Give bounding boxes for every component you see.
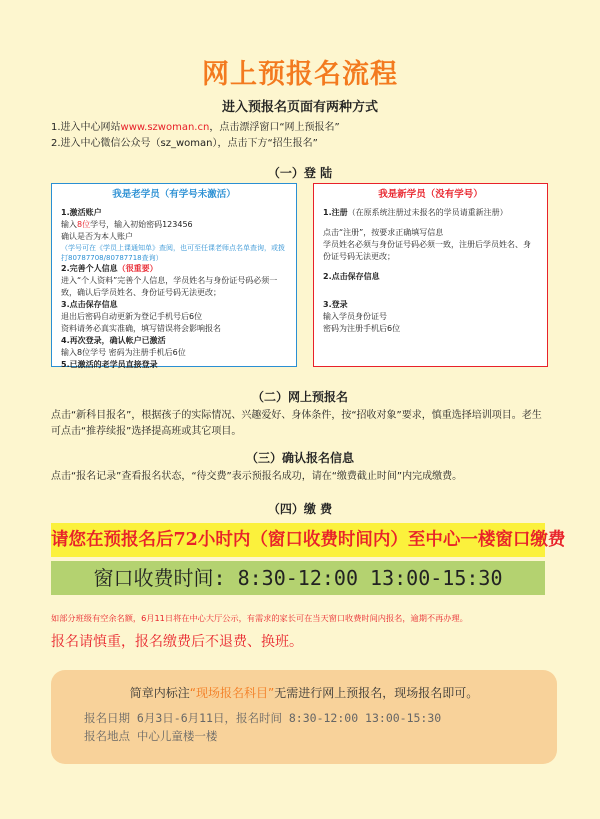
new-step-1-line-1: 点击“注册”，按要求正确填写信息 <box>323 228 444 237</box>
intro-line-1-prefix: 1.进入中心网站 <box>51 122 121 133</box>
old-step-3-heading: 3.点击保存信息 <box>61 300 118 309</box>
intro-line-1 <box>51 120 340 136</box>
old-step-1-heading: 1.激活账户 <box>61 208 102 217</box>
new-step-1-line-2: 学员姓名必须与身份证号码必须一致，注册后学员姓名、身份证号码无法更改； <box>323 240 531 261</box>
section-pre-register-heading: （二）网上预报名 <box>251 390 348 404</box>
onsite-registration-heading <box>51 684 557 701</box>
old-step-2-line-1: 进入“个人资料”完善个人信息，学员姓名与身份证号码必须一致，确认后学员姓名、身份证号码无法更改； <box>61 276 278 297</box>
new-student-box <box>313 183 548 367</box>
old-step-2-title: 2.完善个人信息 <box>61 264 118 273</box>
payment-deadline-banner: 请您在预报名后72小时内（窗口收费时间内）至中心一楼窗口缴费 <box>51 523 545 557</box>
section-confirm-text: 点击“报名记录”查看报名状态，“待交费”表示预报名成功，请在“缴费截止时间”内完成缴费。 <box>51 471 463 482</box>
old-step-3-line-1: 退出后密码自动更新为登记手机号后6位 <box>61 312 203 321</box>
old-student-box <box>51 183 297 367</box>
onsite-heading-b: 无需进行网上预报名，现场报名即可。 <box>274 686 479 700</box>
intro <box>51 120 340 152</box>
onsite-registration-panel <box>51 670 557 764</box>
old-step-1-line-1 <box>61 219 287 231</box>
new-step-1-heading <box>323 207 538 219</box>
new-step-3-line-2: 密码为注册手机后6位 <box>323 324 401 333</box>
old-step-2-important: （很重要） <box>117 264 158 273</box>
new-step-1-title: 1.注册 <box>323 208 348 217</box>
section-pre-register-text: 点击“新科目报名”，根据孩子的实际情况、兴趣爱好、身体条件，按“招收对象”要求，慎重选择培训项目。老生可点击“推荐续报”选择提高班或其它项目。 <box>51 410 542 437</box>
new-student-heading: 我是新学员（没有学号） <box>378 189 483 200</box>
no-refund-notice: 报名请慎重，报名缴费后不退费、换班。 <box>51 634 303 650</box>
new-step-3-line-1: 输入学员身份证号 <box>323 312 387 321</box>
section-confirm-heading: （三）确认报名信息 <box>245 451 354 465</box>
new-step-2-heading: 2.点击保存信息 <box>323 272 380 281</box>
old-step-1-highlight: 8位 <box>77 220 91 229</box>
onsite-heading-a: 简章内标注 <box>129 686 190 700</box>
old-step-1-text-a: 输入 <box>61 220 77 229</box>
page-title: 网上预报名流程 <box>202 59 398 90</box>
vacancy-notice: 如部分班级有空余名额，6月11日将在中心大厅公示，有需求的家长可在当天窗口收费时间内报名，逾期不再办理。 <box>51 613 468 623</box>
onsite-registration-date: 报名日期 6月3日-6月11日，报名时间 8:30-12:00 13:00-15:30 <box>84 711 442 725</box>
website-link[interactable]: www.szwoman.cn <box>120 122 210 133</box>
intro-line-1-suffix: ，点击漂浮窗口“网上预报名” <box>209 122 340 133</box>
intro-line-2: 2.进入中心微信公众号（sz_woman），点击下方“招生报名” <box>51 138 318 149</box>
old-step-2-heading <box>61 263 287 275</box>
old-step-4-line-1: 输入8位学号 密码为注册手机后6位 <box>61 348 186 357</box>
old-step-4-heading: 4.再次登录，确认帐户已激活 <box>61 336 166 345</box>
old-step-1-line-2: 确认是否为本人账户 <box>61 232 133 241</box>
old-step-3-line-2: 资料请务必真实准确，填写错误将会影响报名 <box>61 324 221 333</box>
section-login-heading: （一）登 陆 <box>267 166 333 180</box>
old-student-heading: 我是老学员（有学号未激活） <box>112 189 236 200</box>
payment-hours-banner: 窗口收费时间: 8:30-12:00 13:00-15:30 <box>51 561 545 595</box>
old-step-1-note: （学号可在《学员上课通知单》查阅，也可至任课老师点名单查询，或拨打80787708/80787718查询） <box>61 244 285 262</box>
onsite-heading-highlight: “现场报名科目” <box>189 686 275 700</box>
new-step-1-remark: （在原系统注册过未报名的学员请重新注册） <box>347 208 508 217</box>
section-payment-heading: （四）缴 费 <box>267 502 333 516</box>
onsite-registration-location: 报名地点 中心儿童楼一楼 <box>84 729 218 743</box>
old-step-5-heading: 5.已激活的老学员直接登录 <box>61 360 158 369</box>
page-subtitle: 进入预报名页面有两种方式 <box>221 100 378 115</box>
new-step-3-heading: 3.登录 <box>323 300 348 309</box>
old-step-1-text-c: 学号，输入初始密码123456 <box>90 220 193 229</box>
